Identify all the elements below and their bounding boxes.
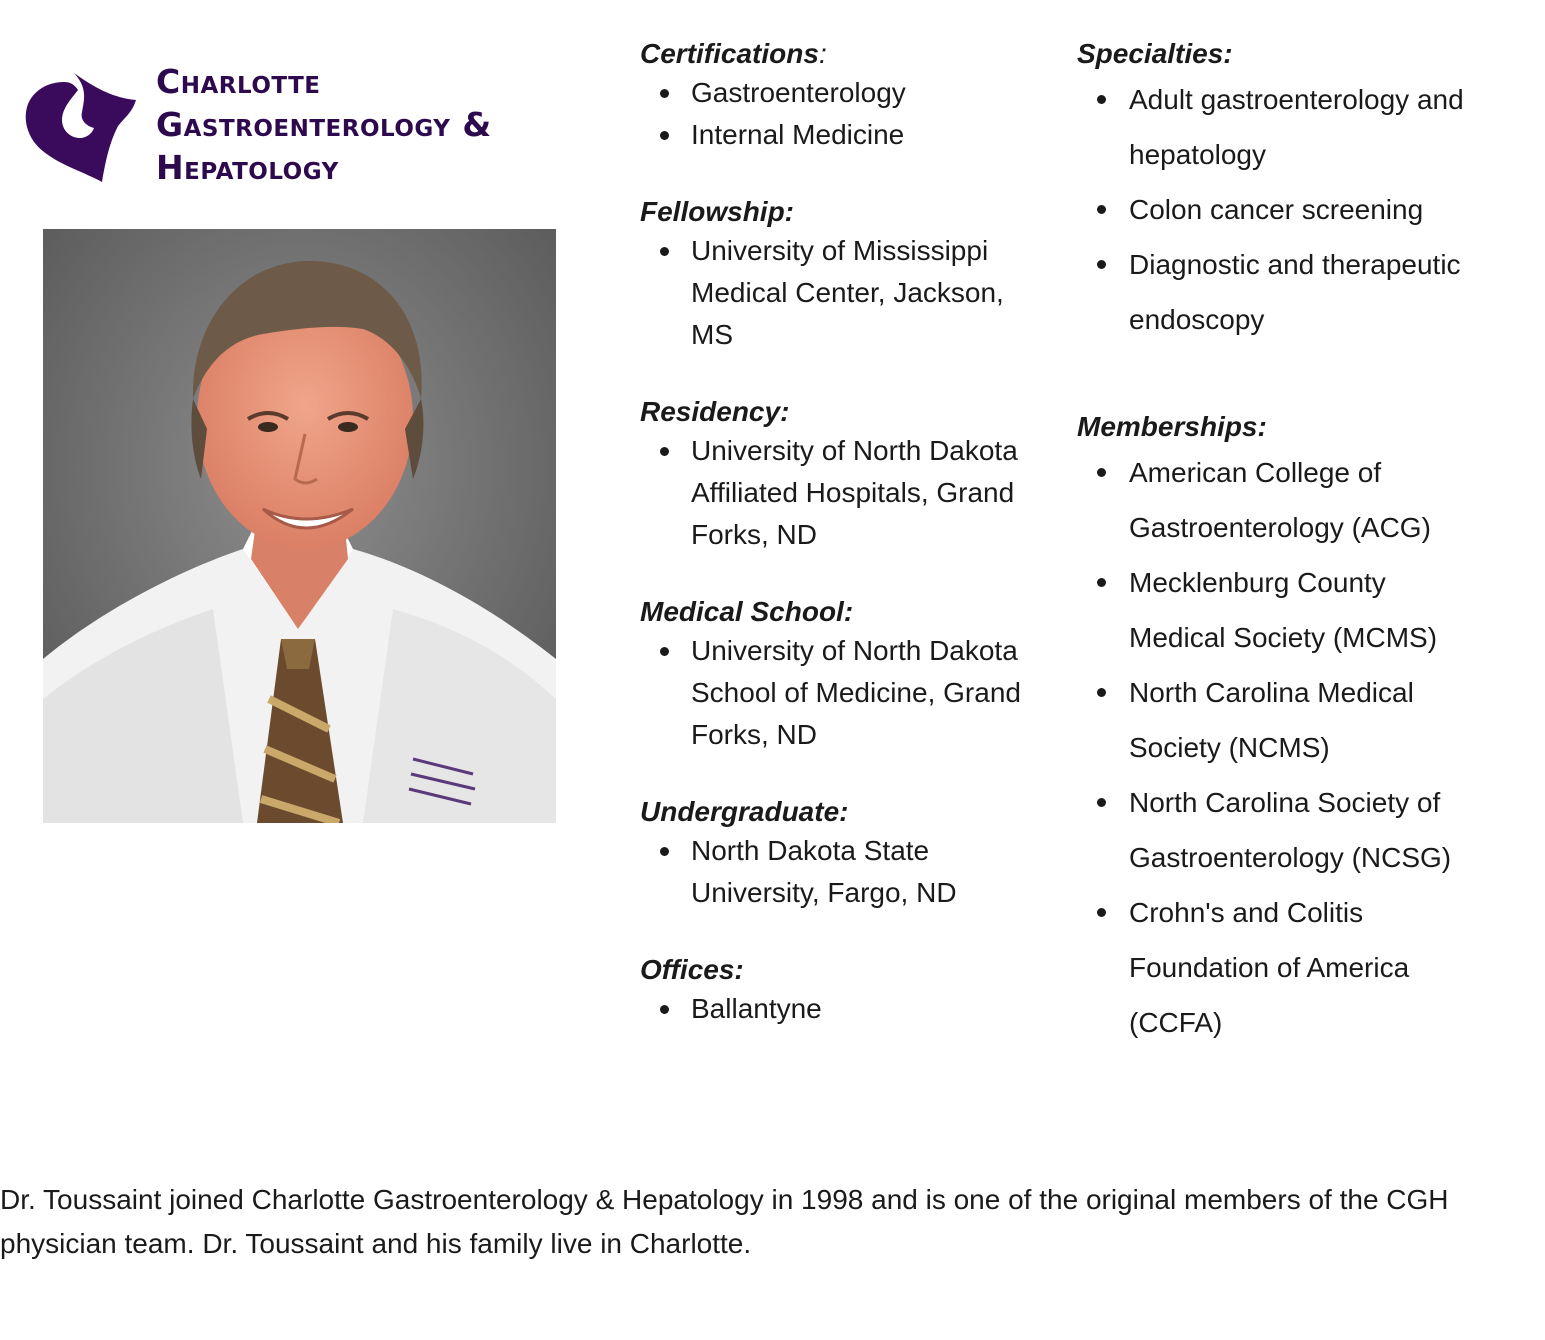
- list-item: Crohn's and Colitis Foundation of America (CCFA): [1077, 885, 1459, 1050]
- list-item: Diagnostic and therapeutic endoscopy: [1077, 237, 1527, 347]
- list-item: North Carolina Society of Gastroenterology (NCSG): [1077, 775, 1489, 885]
- specialties-list: [1077, 72, 1527, 347]
- practice-logo: [22, 60, 542, 190]
- specialties-section: [1077, 36, 1527, 347]
- residency-section: [640, 394, 1060, 556]
- list-item: University of Mississippi Medical Center, Jackson, MS: [640, 230, 1031, 356]
- list-item: North Dakota State University, Fargo, ND: [640, 830, 991, 914]
- logo-line-1: Charlotte: [156, 62, 321, 101]
- specialties-heading: Specialties:: [1077, 38, 1233, 69]
- list-item: Colon cancer screening: [1077, 182, 1527, 237]
- logo-line-2: Gastroenterology &: [156, 105, 492, 144]
- logo-mark-icon: [22, 68, 140, 186]
- list-item: American College of Gastroenterology (ACG): [1077, 445, 1449, 555]
- logo-line-3: Hepatology: [156, 148, 339, 187]
- medical-school-list: [640, 630, 1060, 756]
- undergraduate-section: [640, 794, 1060, 914]
- list-item: Mecklenburg County Medical Society (MCMS): [1077, 555, 1469, 665]
- residency-list: [640, 430, 1060, 556]
- list-item: University of North Dakota School of Medicine, Grand Forks, ND: [640, 630, 1060, 756]
- list-item: North Carolina Medical Society (NCMS): [1077, 665, 1459, 775]
- offices-list: [640, 988, 1060, 1030]
- residency-heading: Residency:: [640, 396, 790, 427]
- medical-school-heading: Medical School:: [640, 596, 854, 627]
- offices-section: [640, 952, 1060, 1030]
- logo-wordmark: [156, 60, 492, 189]
- fellowship-section: [640, 194, 1060, 356]
- certifications-section: [640, 36, 1060, 156]
- physician-bio: Dr. Toussaint joined Charlotte Gastroenterology & Hepatology in 1998 and is one of the original members of the CGH physician team. Dr. Toussaint and his family live in Charlotte.: [0, 1184, 1449, 1259]
- list-item: Gastroenterology: [640, 72, 1060, 114]
- portrait-illustration: [43, 229, 556, 823]
- offices-heading: Offices:: [640, 954, 744, 985]
- memberships-list: [1077, 445, 1527, 1050]
- fellowship-list: [640, 230, 1060, 356]
- memberships-heading: Memberships:: [1077, 411, 1267, 442]
- list-item: Internal Medicine: [640, 114, 1060, 156]
- list-item: Ballantyne: [640, 988, 1060, 1030]
- certifications-heading: Certifications:: [640, 38, 827, 69]
- specialties-column: [1077, 36, 1527, 1050]
- list-item: University of North Dakota Affiliated Hospitals, Grand Forks, ND: [640, 430, 1060, 556]
- list-item: Adult gastroenterology and hepatology: [1077, 72, 1527, 182]
- certifications-list: [640, 72, 1060, 156]
- memberships-section: [1077, 409, 1527, 1050]
- undergraduate-heading: Undergraduate:: [640, 796, 849, 827]
- undergraduate-list: [640, 830, 1060, 914]
- medical-school-section: [640, 594, 1060, 756]
- credentials-column: [640, 36, 1060, 1068]
- physician-photo: [43, 229, 556, 823]
- fellowship-heading: Fellowship:: [640, 196, 794, 227]
